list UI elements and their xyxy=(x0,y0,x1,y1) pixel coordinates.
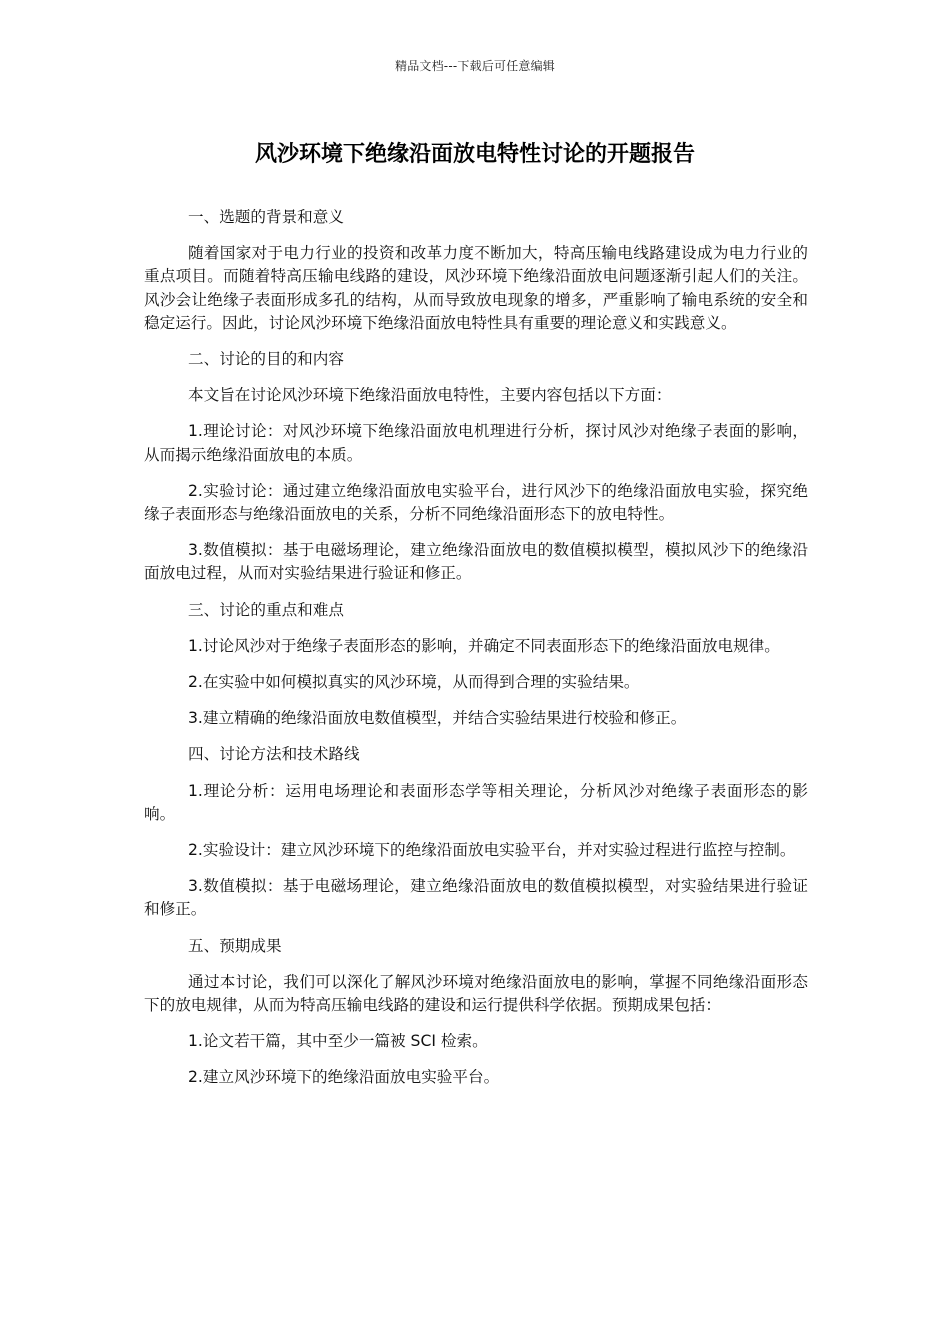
section-heading-outcomes: 五、预期成果 xyxy=(188,936,282,955)
document-body xyxy=(144,206,808,1103)
paragraph-purpose-intro: 本文旨在讨论风沙环境下绝缘沿面放电特性，主要内容包括以下方面： xyxy=(188,386,672,405)
paragraph-background: 随着国家对于电力行业的投资和改革力度不断加大，特高压输电线路建设成为电力行业的重点项目。而随着特高压输电线路的建设，风沙环境下绝缘沿面放电问题逐渐引起人们的关注。风沙会让绝缘子表面形成多孔的结构，从而导致放电现象的增多，严重影响了输电系统的安全和稳定运行。因此，讨论风沙环境下绝缘沿面放电特性具有重要的理论意义和实践意义。 xyxy=(144,244,808,332)
section-heading-purpose: 二、讨论的目的和内容 xyxy=(188,350,344,369)
section-heading-key-points: 三、讨论的重点和难点 xyxy=(188,600,344,619)
section-heading-methods: 四、讨论方法和技术路线 xyxy=(188,745,360,764)
list-item-outcome-2: 2.建立风沙环境下的绝缘沿面放电实验平台。 xyxy=(188,1068,500,1087)
document-title: 风沙环境下绝缘沿面放电特性讨论的开题报告 xyxy=(254,142,695,167)
list-item-theory: 1.理论讨论：对风沙环境下绝缘沿面放电机理进行分析，探讨风沙对绝缘子表面的影响，从而揭示绝缘沿面放电的本质。 xyxy=(144,422,808,464)
list-item-key-2: 2.在实验中如何模拟真实的风沙环境，从而得到合理的实验结果。 xyxy=(188,673,640,692)
list-item-experiment: 2.实验讨论：通过建立绝缘沿面放电实验平台，进行风沙下的绝缘沿面放电实验，探究绝缘子表面形态与绝缘沿面放电的关系，分析不同绝缘沿面形态下的放电特性。 xyxy=(144,481,808,524)
list-item-method-2: 2.实验设计：建立风沙环境下的绝缘沿面放电实验平台，并对实验过程进行监控与控制。 xyxy=(188,841,796,860)
list-item-outcome-1: 1.论文若干篇，其中至少一篇被 SCI 检索。 xyxy=(188,1032,488,1051)
list-item-key-3: 3.建立精确的绝缘沿面放电数值模型，并结合实验结果进行校验和修正。 xyxy=(188,709,687,728)
paragraph-outcomes: 通过本讨论，我们可以深化了解风沙环境对绝缘沿面放电的影响，掌握不同绝缘沿面形态下的放电规律，从而为特高压输电线路的建设和运行提供科学依据。预期成果包括： xyxy=(144,972,808,1015)
list-item-key-1: 1.讨论风沙对于绝缘子表面形态的影响，并确定不同表面形态下的绝缘沿面放电规律。 xyxy=(188,636,780,655)
list-item-simulation: 3.数值模拟：基于电磁场理论，建立绝缘沿面放电的数值模拟模型，模拟风沙下的绝缘沿面放电过程，从而对实验结果进行验证和修正。 xyxy=(144,541,808,583)
list-item-method-3: 3.数值模拟：基于电磁场理论，建立绝缘沿面放电的数值模拟模型，对实验结果进行验证和修正。 xyxy=(144,877,808,919)
list-item-method-1: 1.理论分析：运用电场理论和表面形态学等相关理论，分析风沙对绝缘子表面形态的影响。 xyxy=(144,781,808,823)
section-heading-background: 一、选题的背景和意义 xyxy=(188,208,344,226)
header-note: 精品文档---下载后可任意编辑 xyxy=(395,59,555,73)
